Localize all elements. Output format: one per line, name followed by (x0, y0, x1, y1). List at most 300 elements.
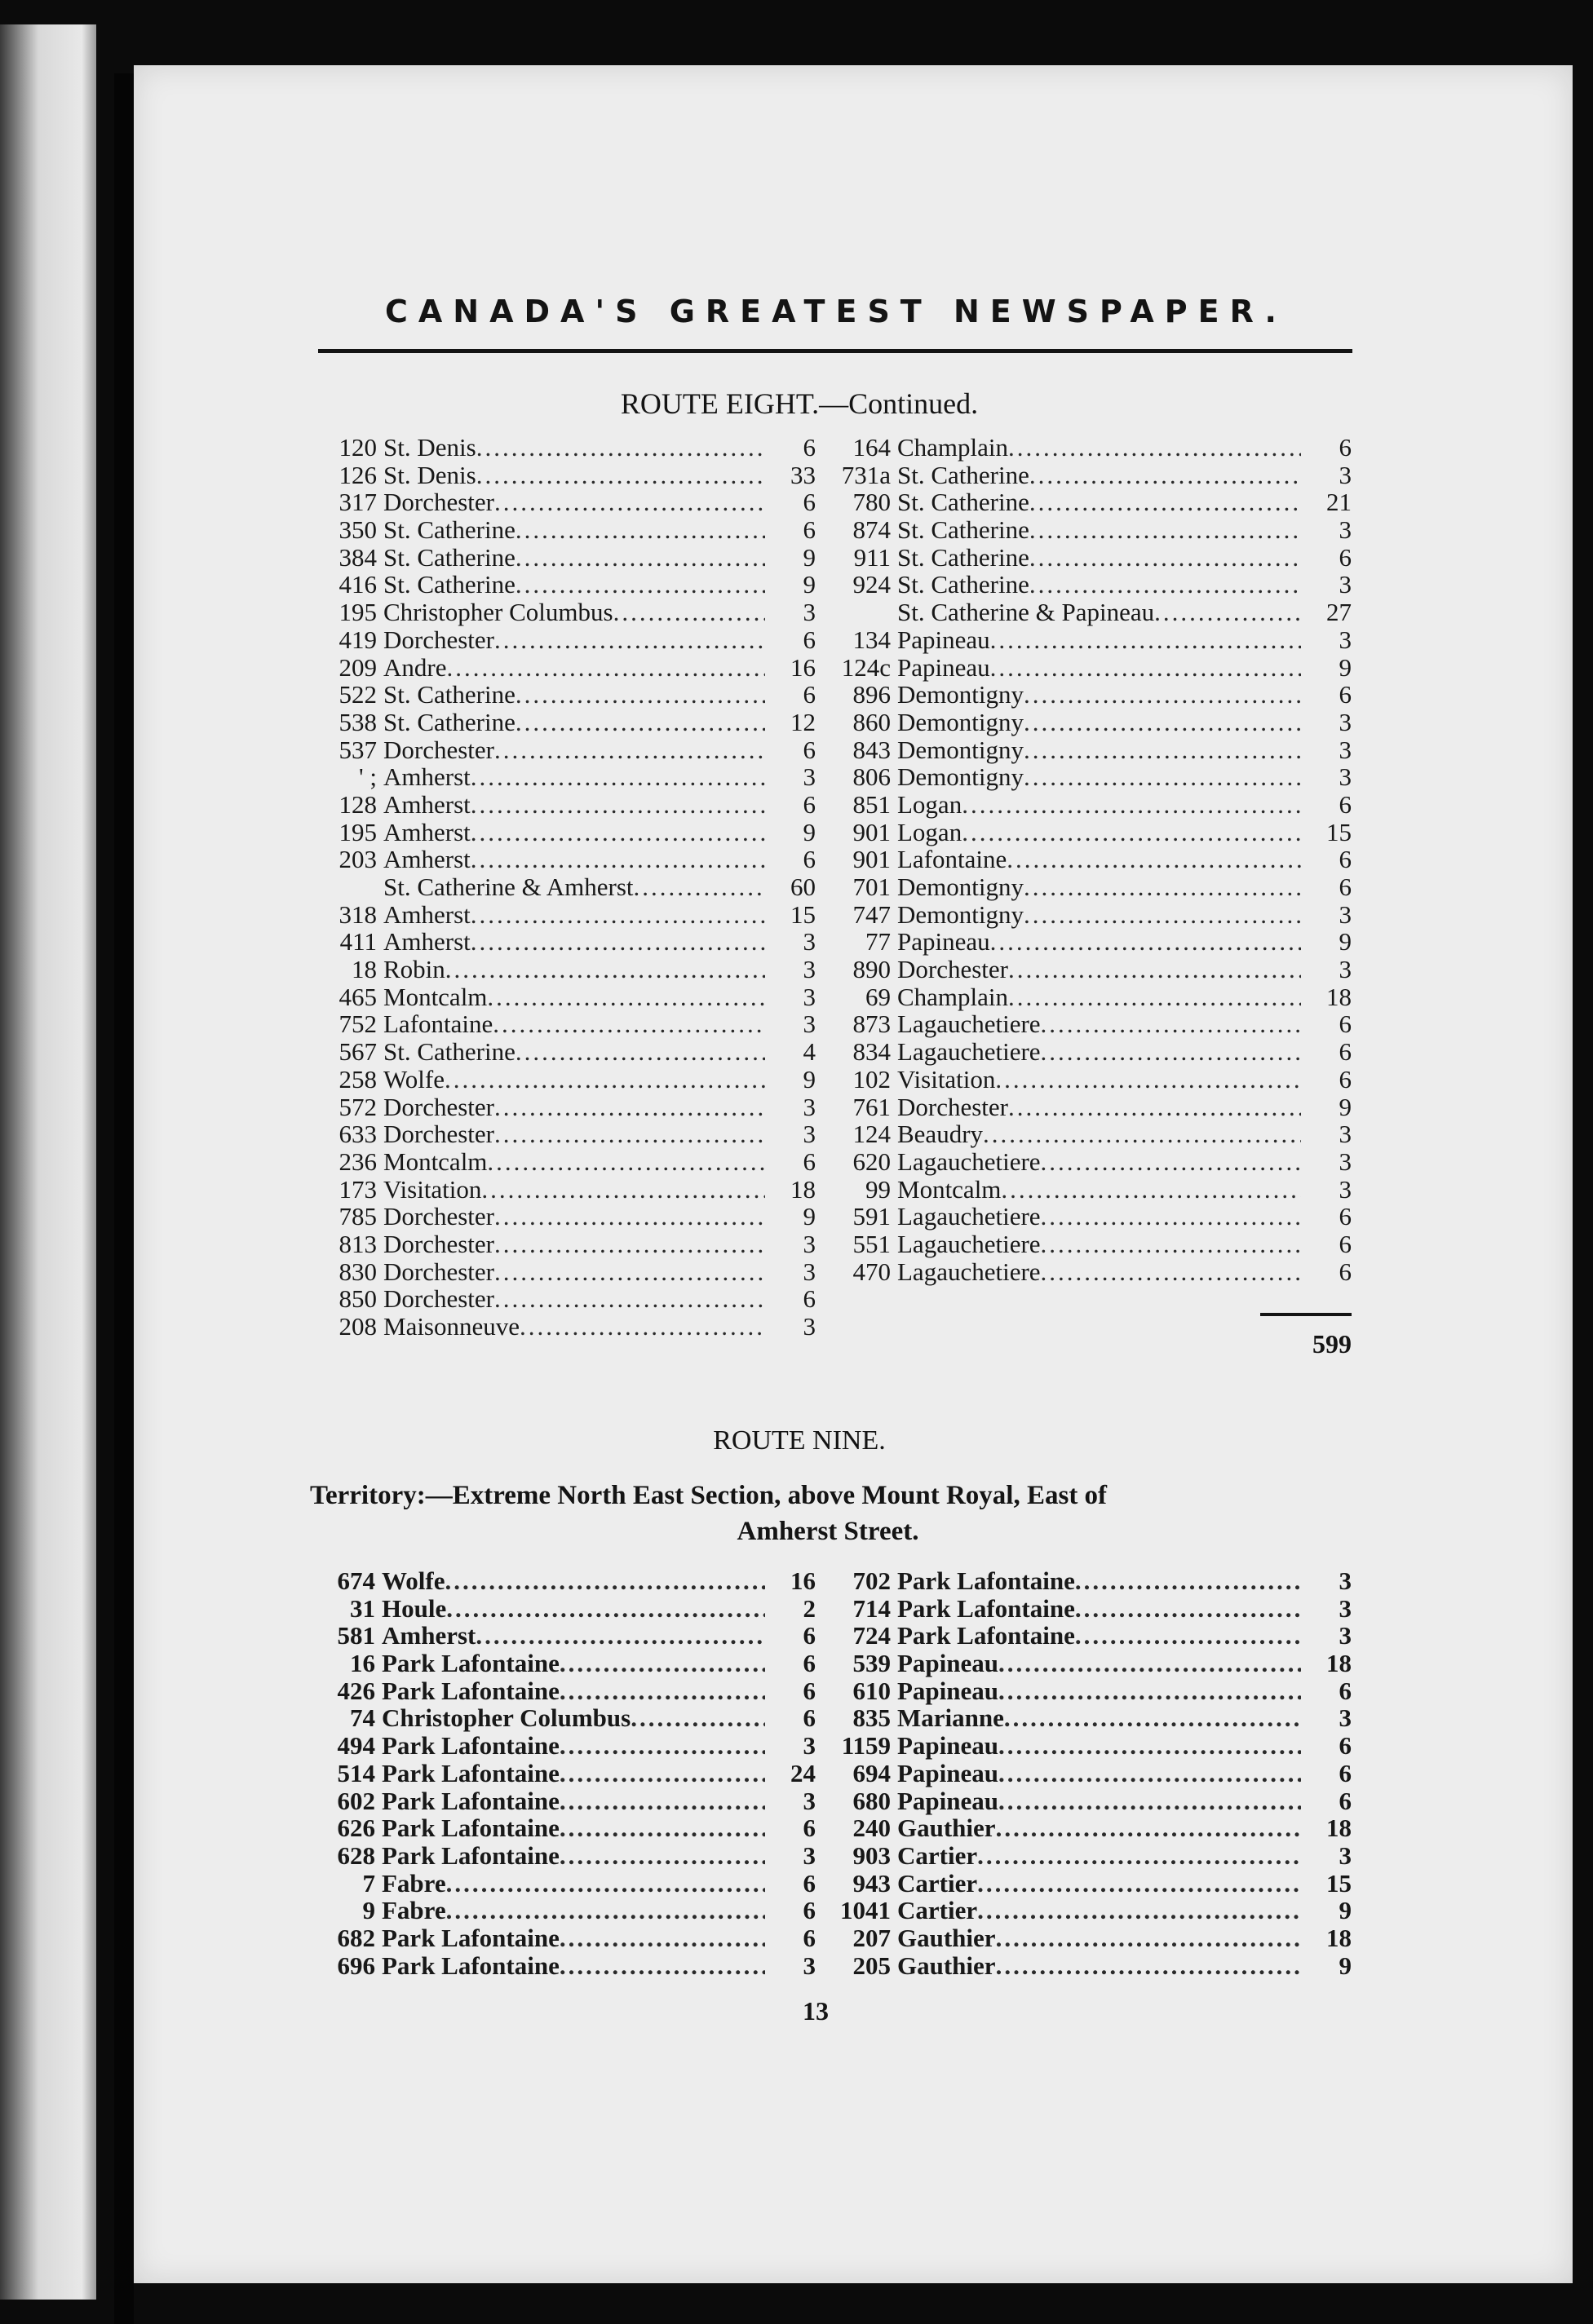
street-name: Dorchester (897, 955, 1008, 984)
copy-count: 15 (1326, 1868, 1352, 1898)
street-name: Fabre (382, 1868, 446, 1898)
street-number: 522 (339, 680, 377, 709)
copy-count: 18 (1326, 1649, 1352, 1678)
street-number: 126 (339, 460, 377, 489)
street-number: 747 (852, 899, 891, 929)
copy-count: 6 (1339, 1037, 1352, 1067)
copy-count: 3 (1339, 1703, 1352, 1733)
street-name: Christopher Columbus (382, 1703, 631, 1733)
street-name: Lagauchetiere (897, 1257, 1041, 1286)
list-item (302, 488, 816, 516)
list-item (816, 983, 1352, 1011)
list-item (302, 626, 816, 654)
list-item (816, 846, 1352, 873)
street-number: 830 (339, 1257, 377, 1286)
street-number: 780 (852, 488, 891, 517)
leader-dots (631, 1704, 765, 1732)
leader-dots (1041, 1230, 1301, 1258)
street-number: 731a (841, 460, 891, 489)
leader-dots (516, 571, 765, 599)
copy-count: 9 (1339, 1896, 1352, 1925)
street-number: 903 (852, 1840, 891, 1870)
list-item (816, 928, 1352, 956)
list-item (302, 1176, 816, 1204)
leader-dots (977, 1870, 1301, 1898)
leader-dots (998, 1732, 1301, 1760)
leader-dots (446, 1870, 765, 1898)
street-number: 714 (852, 1593, 891, 1623)
leader-dots (471, 901, 765, 929)
list-item (816, 1760, 1352, 1787)
street-name: Papineau (897, 1676, 999, 1705)
leader-dots (996, 1814, 1301, 1842)
street-number: 626 (337, 1814, 375, 1843)
street-number: 317 (339, 488, 377, 517)
copy-count: 3 (1339, 1174, 1352, 1204)
street-number: 7 (362, 1868, 375, 1898)
list-item (816, 1010, 1352, 1038)
street-number: 539 (852, 1649, 891, 1678)
list-item (300, 1677, 816, 1705)
list-item (816, 1732, 1352, 1760)
street-name: Park Lafontaine (382, 1786, 560, 1815)
list-item (816, 1038, 1352, 1066)
copy-count: 3 (803, 1120, 816, 1149)
list-item (816, 1842, 1352, 1870)
copy-count: 6 (803, 1621, 816, 1650)
copy-count: 6 (1339, 873, 1352, 901)
street-name: Lagauchetiere (897, 1229, 1041, 1258)
copy-count: 3 (1339, 625, 1352, 654)
leader-dots (471, 791, 765, 819)
page-number: 13 (803, 1996, 829, 2026)
leader-dots (1008, 956, 1301, 983)
leader-dots (1154, 599, 1301, 626)
list-item (302, 983, 816, 1011)
copy-count: 6 (1339, 1257, 1352, 1286)
leader-dots (494, 1285, 765, 1313)
street-name: Park Lafontaine (897, 1566, 1075, 1595)
leader-dots (998, 1677, 1301, 1705)
book-spine (114, 73, 134, 2324)
page-header: CANADA'S GREATEST NEWSPAPER. (385, 294, 1287, 329)
list-item (816, 901, 1352, 929)
copy-count: 6 (1339, 789, 1352, 819)
copy-count: 18 (1326, 982, 1352, 1011)
copy-count: 6 (803, 1868, 816, 1898)
copy-count: 3 (803, 762, 816, 792)
leader-dots (494, 1094, 765, 1121)
route-eight-total: 599 (1312, 1329, 1352, 1359)
street-name: Andre (383, 652, 447, 682)
leader-dots (1029, 571, 1301, 599)
leader-dots (1029, 544, 1301, 572)
leader-dots (445, 1567, 766, 1595)
copy-count: 6 (803, 680, 816, 709)
copy-count: 3 (1339, 1621, 1352, 1650)
list-item (302, 819, 816, 846)
street-name: St. Catherine (897, 460, 1029, 489)
leader-dots (476, 434, 765, 462)
leader-dots (962, 819, 1301, 846)
leader-dots (516, 544, 765, 572)
street-number: 682 (337, 1923, 375, 1952)
street-number: 470 (852, 1257, 891, 1286)
list-item (302, 1230, 816, 1258)
street-name: Dorchester (897, 1092, 1008, 1121)
copy-count: 3 (803, 1229, 816, 1258)
leader-dots (1075, 1622, 1301, 1650)
leader-dots (471, 928, 765, 956)
street-name: Amherst (383, 762, 471, 792)
list-item (816, 1148, 1352, 1176)
street-name: St. Catherine (383, 542, 516, 572)
list-item (300, 1952, 816, 1980)
list-item (300, 1814, 816, 1842)
leader-dots (1008, 983, 1301, 1011)
street-name: Montcalm (897, 1174, 1002, 1204)
street-name: Lagauchetiere (897, 1037, 1041, 1067)
list-item (816, 1870, 1352, 1898)
list-item (816, 599, 1352, 626)
copy-count: 3 (803, 1731, 816, 1761)
street-name: Amherst (383, 899, 471, 929)
street-number: 806 (852, 762, 891, 792)
street-number: 134 (852, 625, 891, 654)
leader-dots (1029, 462, 1301, 489)
street-name: Demontigny (897, 899, 1024, 929)
leader-dots (560, 1677, 765, 1705)
street-number: 901 (852, 845, 891, 874)
copy-count: 6 (803, 1649, 816, 1678)
list-item (300, 1732, 816, 1760)
street-number: 701 (852, 873, 891, 901)
street-number: 911 (853, 542, 891, 572)
list-item (816, 626, 1352, 654)
street-number: 207 (852, 1923, 891, 1952)
copy-count: 9 (803, 1202, 816, 1231)
copy-count: 6 (803, 488, 816, 517)
list-item (300, 1704, 816, 1732)
street-number: 850 (339, 1284, 377, 1314)
leader-dots (560, 1952, 765, 1980)
street-number: 813 (339, 1229, 377, 1258)
street-number: 537 (339, 735, 377, 764)
leader-dots (996, 1952, 1301, 1980)
copy-count: 3 (803, 1092, 816, 1121)
copy-count: 6 (1339, 1676, 1352, 1705)
street-name: Visitation (383, 1174, 482, 1204)
list-item (302, 599, 816, 626)
leader-dots (1029, 516, 1301, 544)
leader-dots (494, 626, 765, 654)
street-name: Park Lafontaine (897, 1593, 1075, 1623)
street-number: 74 (350, 1703, 375, 1733)
leader-dots (1024, 709, 1301, 736)
list-item (302, 681, 816, 709)
street-number: 195 (339, 598, 377, 627)
street-number: 102 (852, 1064, 891, 1094)
leader-dots (487, 1148, 765, 1176)
street-name: Demontigny (897, 762, 1024, 792)
street-name: Montcalm (383, 982, 488, 1011)
leader-dots (494, 1258, 765, 1286)
copy-count: 6 (1339, 1758, 1352, 1787)
territory-line-2: Amherst Street. (737, 1517, 919, 1546)
street-number: 124 (852, 1120, 891, 1149)
list-item (302, 544, 816, 572)
street-name: Christopher Columbus (383, 598, 613, 627)
leader-dots (613, 599, 765, 626)
street-number: 581 (337, 1621, 375, 1650)
leader-dots (560, 1842, 765, 1870)
street-number: 551 (852, 1229, 891, 1258)
street-number: 195 (339, 817, 377, 846)
street-number: 694 (852, 1758, 891, 1787)
street-number: 31 (350, 1593, 375, 1623)
list-item (816, 873, 1352, 901)
leader-dots (1024, 681, 1301, 709)
leader-dots (1024, 763, 1301, 791)
copy-count: 3 (1339, 1840, 1352, 1870)
list-item (816, 791, 1352, 819)
copy-count: 3 (803, 1840, 816, 1870)
street-number: 426 (337, 1676, 375, 1705)
list-item (300, 1760, 816, 1787)
list-item (302, 956, 816, 983)
copy-count: 3 (803, 1951, 816, 1980)
leader-dots (560, 1814, 765, 1842)
leader-dots (494, 488, 765, 516)
street-name: Lafontaine (383, 1010, 493, 1039)
street-number: 164 (852, 433, 891, 462)
list-item (300, 1650, 816, 1677)
list-item (816, 736, 1352, 764)
street-name: St. Catherine (383, 515, 516, 545)
street-name: Demontigny (897, 707, 1024, 736)
list-item (302, 516, 816, 544)
street-name: Beaudry (897, 1120, 984, 1149)
copy-count: 18 (790, 1174, 816, 1204)
leader-dots (962, 791, 1301, 819)
route-nine-title: ROUTE NINE. (713, 1425, 886, 1456)
street-number: 620 (852, 1147, 891, 1176)
list-item (816, 1952, 1352, 1980)
list-item (816, 1094, 1352, 1121)
street-number: 514 (337, 1758, 375, 1787)
copy-count: 3 (1339, 1566, 1352, 1595)
street-name: Papineau (897, 1786, 999, 1815)
copy-count: 6 (1339, 1786, 1352, 1815)
street-number: 674 (337, 1566, 375, 1595)
list-item (300, 1870, 816, 1898)
leader-dots (471, 819, 765, 846)
leader-dots (1001, 1176, 1301, 1204)
street-number: 567 (339, 1037, 377, 1067)
copy-count: 60 (790, 873, 816, 901)
list-item (816, 462, 1352, 489)
street-number: 851 (852, 789, 891, 819)
street-name: Dorchester (383, 625, 494, 654)
list-item (302, 1148, 816, 1176)
street-number: 465 (339, 982, 377, 1011)
street-name: St. Denis (383, 433, 476, 462)
leader-dots (516, 709, 765, 736)
street-number: 785 (339, 1202, 377, 1231)
copy-count: 9 (1339, 652, 1352, 682)
street-number: 633 (339, 1120, 377, 1149)
leader-dots (1041, 1258, 1301, 1286)
copy-count: 3 (1339, 735, 1352, 764)
leader-dots (560, 1760, 765, 1787)
street-name: Papineau (897, 1758, 999, 1787)
street-name: Robin (383, 955, 445, 984)
copy-count: 24 (790, 1758, 816, 1787)
leader-dots (1024, 873, 1301, 901)
street-name: Papineau (897, 625, 990, 654)
leader-dots (446, 654, 765, 682)
copy-count: 21 (1326, 488, 1352, 517)
street-name: Papineau (897, 652, 990, 682)
leader-dots (1008, 434, 1301, 462)
street-number: 702 (852, 1566, 891, 1595)
street-number: 628 (337, 1840, 375, 1870)
copy-count: 15 (1326, 817, 1352, 846)
leader-dots (446, 1595, 765, 1623)
street-number: 208 (339, 1312, 377, 1341)
street-number: 890 (852, 955, 891, 984)
copy-count: 33 (790, 460, 816, 489)
list-item (816, 956, 1352, 983)
copy-count: 6 (803, 845, 816, 874)
copy-count: 3 (1339, 515, 1352, 545)
territory-line-1: Territory:—Extreme North East Section, above Mount Royal, East of (310, 1481, 1108, 1510)
route-nine-right-column (816, 1567, 1352, 1979)
leader-dots (1024, 736, 1301, 764)
total-rule (1260, 1313, 1352, 1316)
street-name: Amherst (383, 789, 471, 819)
street-name: Dorchester (383, 488, 494, 517)
copy-count: 3 (803, 1257, 816, 1286)
street-name: St. Catherine (383, 570, 516, 599)
leader-dots (1041, 1038, 1301, 1066)
copy-count: 6 (803, 433, 816, 462)
street-number: 419 (339, 625, 377, 654)
street-name: St. Catherine (897, 488, 1029, 517)
street-name: Papineau (897, 1649, 999, 1678)
copy-count: 6 (1339, 1731, 1352, 1761)
list-item (302, 1285, 816, 1313)
list-item (816, 1814, 1352, 1842)
leader-dots (560, 1650, 765, 1677)
copy-count: 9 (803, 542, 816, 572)
street-name: Park Lafontaine (382, 1731, 560, 1761)
leader-dots (983, 1120, 1301, 1148)
leader-dots (476, 1622, 765, 1650)
street-name: Dorchester (383, 1092, 494, 1121)
street-number: 124c (841, 652, 891, 682)
street-name: Dorchester (383, 1229, 494, 1258)
leader-dots (516, 681, 765, 709)
leader-dots (516, 516, 765, 544)
leader-dots (493, 1010, 765, 1038)
street-name: Lagauchetiere (897, 1202, 1041, 1231)
copy-count: 3 (1339, 1593, 1352, 1623)
street-name: Amherst (383, 927, 471, 957)
list-item (302, 709, 816, 736)
list-item (816, 1230, 1352, 1258)
street-number: 173 (339, 1174, 377, 1204)
street-number: 1041 (840, 1896, 891, 1925)
copy-count: 6 (803, 1923, 816, 1952)
street-name: Lagauchetiere (897, 1010, 1041, 1039)
leader-dots (494, 1120, 765, 1148)
copy-count: 6 (803, 735, 816, 764)
leader-dots (487, 983, 765, 1011)
list-item (816, 571, 1352, 599)
copy-count: 9 (1339, 927, 1352, 957)
copy-count: 6 (803, 1676, 816, 1705)
list-item (302, 462, 816, 489)
street-name: Gauthier (897, 1814, 996, 1843)
copy-count: 3 (803, 598, 816, 627)
street-number: 835 (852, 1703, 891, 1733)
list-item (816, 1176, 1352, 1204)
list-item (302, 571, 816, 599)
copy-count: 6 (1339, 433, 1352, 462)
list-item (302, 1038, 816, 1066)
street-name: Logan (897, 789, 962, 819)
copy-count: 6 (1339, 680, 1352, 709)
route-eight-title: ROUTE EIGHT.—Continued. (620, 387, 979, 420)
list-item (302, 1258, 816, 1286)
route-nine-territory (310, 1478, 1346, 1549)
copy-count: 4 (803, 1037, 816, 1067)
leader-dots (445, 956, 765, 983)
leader-dots (476, 462, 765, 489)
street-number: 834 (852, 1037, 891, 1067)
street-name: Amherst (383, 845, 471, 874)
street-name: Park Lafontaine (382, 1649, 560, 1678)
leader-dots (494, 1230, 765, 1258)
street-number: 9 (362, 1896, 375, 1925)
street-name: Visitation (897, 1064, 996, 1094)
street-name: Champlain (897, 433, 1009, 462)
leader-dots (977, 1897, 1301, 1924)
street-number: 16 (350, 1649, 375, 1678)
list-item (816, 1622, 1352, 1650)
leader-dots (634, 873, 765, 901)
list-item (816, 1595, 1352, 1623)
street-number: 943 (852, 1868, 891, 1898)
leader-dots (1075, 1595, 1301, 1623)
street-name: Amherst (382, 1621, 476, 1650)
copy-count: 3 (803, 982, 816, 1011)
list-item (816, 709, 1352, 736)
copy-count: 6 (803, 515, 816, 545)
street-name: Lafontaine (897, 845, 1007, 874)
list-item (302, 1094, 816, 1121)
copy-count: 3 (1339, 707, 1352, 736)
street-name: Demontigny (897, 873, 1024, 901)
leader-dots (998, 1650, 1301, 1677)
street-name: Houle (382, 1593, 447, 1623)
list-item (302, 763, 816, 791)
route-nine-left-column (300, 1567, 816, 1979)
street-number: 236 (339, 1147, 377, 1176)
list-item (816, 1787, 1352, 1815)
leader-dots (1024, 901, 1301, 929)
